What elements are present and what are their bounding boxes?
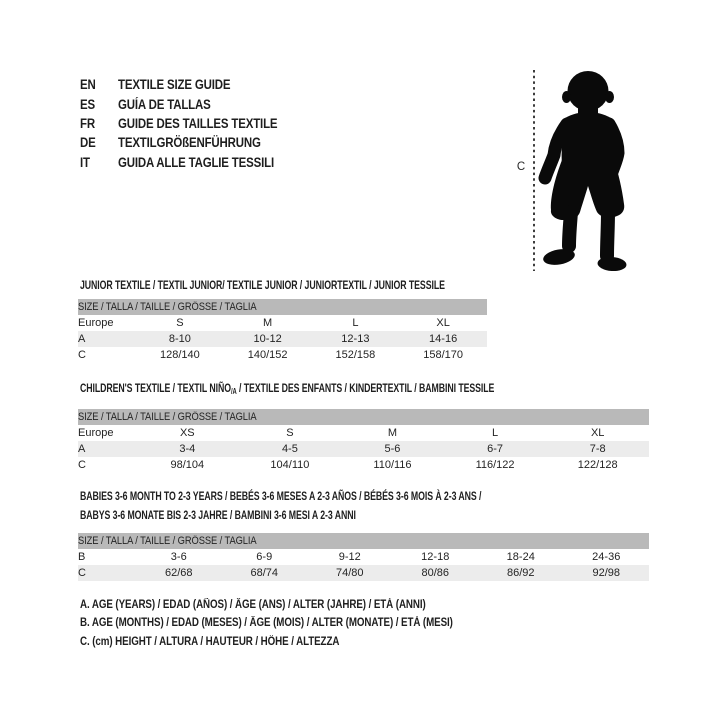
size-cell: 4-5 — [239, 441, 342, 457]
section-title-line — [80, 381, 495, 399]
row-label: A — [78, 441, 136, 457]
row-label: C — [78, 349, 86, 361]
language-code: EN — [80, 77, 96, 93]
footnote-line: B. AGE (MONTHS) / EDAD (MESES) / ÂGE (MOIS) / ALTER (MONATE) / ETÀ (MESI) — [80, 617, 453, 630]
size-cell: L — [352, 317, 359, 329]
size-cell: XL — [436, 317, 450, 329]
size-cell: 158/170 — [423, 349, 463, 361]
language-code: IT — [80, 154, 90, 170]
size-cell: 5-6 — [341, 441, 444, 457]
footnote-line: A. AGE (YEARS) / EDAD (AÑOS) / ÂGE (ANS) / ALTER (JAHRE) / ETÀ (ANNI) — [80, 599, 426, 611]
size-cell: 152/158 — [335, 349, 376, 361]
row-label: Europe — [78, 427, 114, 439]
height-measure-line — [532, 70, 536, 271]
size-cell: 14-16 — [399, 331, 487, 347]
size-cell: L — [492, 427, 499, 439]
language-list — [80, 75, 306, 172]
size-cell: 98/104 — [170, 459, 205, 471]
section-title-line — [80, 278, 445, 292]
size-cell: 86/92 — [478, 565, 564, 581]
size-cell: S — [286, 427, 294, 439]
table-header-text: SIZE / TALLA / TAILLE / GRÖSSE / TAGLIA — [78, 301, 257, 313]
title-subscript: /A — [230, 387, 237, 396]
language-label: GUIDA ALLE TAGLIE TESSILI — [118, 154, 274, 170]
size-cell: M — [387, 427, 398, 439]
size-cell: 122/128 — [577, 459, 618, 471]
size-cell: 128/140 — [159, 349, 200, 361]
language-label: TEXTILGRÖßENFÜHRUNG — [118, 135, 261, 151]
section-title-line — [80, 506, 495, 525]
table-row — [78, 331, 487, 347]
table-header-bar — [78, 409, 649, 425]
size-cell: 10-12 — [224, 331, 312, 347]
table-row — [78, 347, 487, 363]
section-children — [78, 381, 649, 473]
title-text: BABIES 3-6 MONTH TO 2-3 YEARS / BEBÉS 3-6 MESES A 2-3 AÑOS / BÉBÉS 3-6 MOIS À 2-3 ANS / — [80, 489, 482, 503]
table-row — [78, 441, 649, 457]
size-cell: 74/80 — [307, 565, 393, 581]
table-row — [78, 565, 649, 581]
size-cell: 8-10 — [136, 331, 224, 347]
size-table-junior — [78, 299, 487, 363]
table-header-row — [78, 409, 649, 425]
language-code: FR — [80, 115, 95, 131]
language-label: GUIDE DES TAILLES TEXTILE — [118, 115, 278, 131]
section-junior — [78, 278, 580, 363]
footnote-line: C. (cm) HEIGHT / ALTURA / HAUTEUR / HÖHE / ALTEZZA — [80, 635, 340, 648]
section-title — [80, 487, 649, 525]
size-table-babies — [78, 533, 649, 581]
table-header-bar — [78, 299, 487, 315]
language-label: TEXTILE SIZE GUIDE — [118, 77, 231, 93]
size-cell: XL — [590, 427, 605, 439]
size-cell: 3-4 — [136, 441, 239, 457]
size-cell: 18-24 — [506, 551, 535, 563]
size-cell: 9-12 — [338, 551, 361, 563]
toddler-silhouette-illustration — [535, 60, 655, 280]
size-cell: 116/122 — [475, 459, 515, 471]
language-item — [80, 133, 306, 152]
size-cell: 12-13 — [312, 331, 400, 347]
size-cell: 24-36 — [592, 551, 621, 563]
footnotes — [80, 596, 519, 651]
size-cell: 110/116 — [373, 459, 412, 471]
language-label: GUÍA DE TALLAS — [118, 96, 211, 112]
size-cell: 3-6 — [170, 551, 187, 563]
row-label: C — [78, 459, 86, 471]
language-code: ES — [80, 96, 95, 112]
language-item — [80, 75, 306, 94]
size-cell: 7-8 — [546, 441, 649, 457]
size-cell: 62/68 — [136, 565, 222, 581]
row-label: B — [78, 551, 86, 563]
size-cell: M — [263, 317, 273, 329]
table-row — [78, 425, 649, 441]
section-title — [80, 278, 580, 292]
row-label: Europe — [78, 317, 114, 329]
row-label: C — [78, 565, 136, 581]
title-text: JUNIOR TEXTILE / TEXTIL JUNIOR/ TEXTILE JUNIOR / JUNIORTEXTIL / JUNIOR TESSILE — [80, 278, 445, 292]
table-row — [78, 457, 649, 473]
size-cell: 68/74 — [222, 565, 308, 581]
size-cell: 92/98 — [564, 565, 650, 581]
section-babies — [78, 487, 649, 581]
table-header-text: SIZE / TALLA / TAILLE / GRÖSSE / TAGLIA — [78, 535, 257, 547]
size-cell: 80/86 — [393, 565, 479, 581]
size-table-children — [78, 409, 649, 473]
size-cell: 104/110 — [270, 459, 310, 471]
section-title — [80, 381, 649, 399]
title-text: CHILDREN'S TEXTILE / TEXTIL NIÑO — [80, 381, 231, 395]
table-row — [78, 549, 649, 565]
table-header-row — [78, 299, 487, 315]
language-code: DE — [80, 135, 96, 151]
language-item — [80, 153, 306, 172]
title-text: / TEXTILE DES ENFANTS / KINDERTEXTIL / BAMBINI TESSILE — [236, 381, 495, 395]
size-cell: 6-7 — [444, 441, 547, 457]
size-cell: 140/152 — [247, 349, 288, 361]
language-item — [80, 94, 306, 113]
table-row — [78, 315, 487, 331]
row-label: A — [78, 331, 136, 347]
size-cell: 6-9 — [256, 551, 273, 563]
table-header-text: SIZE / TALLA / TAILLE / GRÖSSE / TAGLIA — [78, 411, 257, 423]
title-text: BABYS 3-6 MONATE BIS 2-3 JAHRE / BAMBINI 3-6 MESI A 2-3 ANNI — [80, 508, 356, 522]
table-header-bar — [78, 533, 649, 549]
language-item — [80, 114, 306, 133]
section-title-line — [80, 487, 495, 506]
size-cell: XS — [179, 427, 195, 439]
measure-label-c: C — [516, 161, 526, 173]
table-header-row — [78, 533, 649, 549]
size-cell: S — [176, 317, 184, 329]
size-cell: 12-18 — [421, 551, 450, 563]
